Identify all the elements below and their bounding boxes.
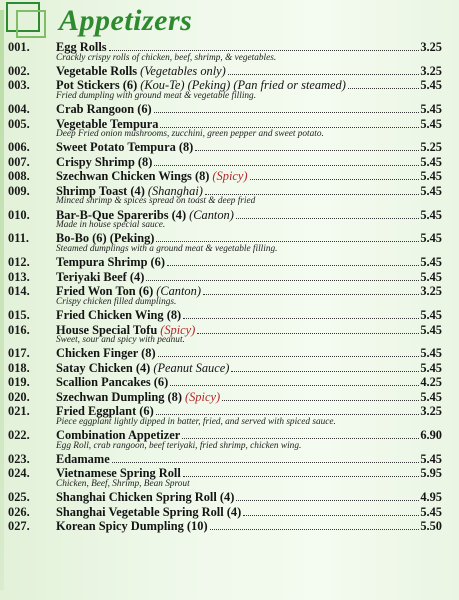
- item-price: 4.95: [420, 490, 442, 505]
- menu-item: [8, 102, 442, 117]
- dot-leader: [195, 140, 419, 151]
- item-body: [56, 346, 442, 361]
- item-name: Vegetable Rolls: [56, 63, 138, 78]
- item-price: 3.25: [420, 284, 442, 299]
- item-line: [56, 169, 442, 184]
- item-number: 004.: [8, 102, 30, 117]
- dot-leader: [197, 323, 419, 334]
- item-line: [56, 155, 442, 170]
- menu-item: [8, 346, 442, 361]
- dot-leader: [158, 346, 420, 357]
- item-name: Crab Rangoon (6): [56, 102, 152, 117]
- dot-leader: [222, 390, 419, 401]
- item-number: 020.: [8, 389, 30, 404]
- item-number: 024.: [8, 466, 30, 481]
- item-price: 5.45: [420, 183, 442, 198]
- menu-item: [8, 117, 442, 141]
- spicy-label: (Spicy): [212, 169, 248, 184]
- decorative-stripe: [0, 10, 4, 590]
- dot-leader: [228, 64, 420, 75]
- item-number: 007.: [8, 154, 30, 169]
- item-name: Fried Won Ton (6): [56, 284, 154, 299]
- dot-leader: [160, 117, 419, 128]
- spicy-label: (Spicy): [160, 322, 196, 337]
- dot-leader: [183, 466, 419, 477]
- item-line: [56, 505, 442, 520]
- item-line: [56, 361, 442, 376]
- item-price: 5.45: [420, 308, 442, 323]
- item-line: [56, 346, 442, 361]
- menu-item: [8, 466, 442, 490]
- item-number: 027.: [8, 519, 30, 534]
- item-line: [56, 375, 442, 390]
- item-name: Scallion Pancakes (6): [56, 375, 169, 390]
- item-name: Sweet Potato Tempura (8): [56, 140, 194, 155]
- item-name: Vegetable Tempura: [56, 116, 159, 131]
- item-number: 008.: [8, 169, 30, 184]
- item-price: 5.45: [420, 389, 442, 404]
- dot-leader: [236, 490, 419, 501]
- item-price: 3.25: [420, 404, 442, 419]
- dot-leader: [154, 155, 419, 166]
- menu-item: [8, 231, 442, 255]
- item-number: 026.: [8, 504, 30, 519]
- menu-list: [8, 40, 442, 534]
- item-name: Vietnamese Spring Roll: [56, 466, 181, 481]
- dot-leader: [154, 102, 420, 113]
- menu-item: [8, 323, 442, 347]
- item-number: 015.: [8, 308, 30, 323]
- item-number: 019.: [8, 375, 30, 390]
- item-description: Chicken, Beef, Shrimp, Bean Sprout: [56, 478, 190, 489]
- item-number: 021.: [8, 404, 30, 419]
- item-number: 011.: [8, 231, 29, 246]
- item-number: 014.: [8, 284, 30, 299]
- item-price: 5.45: [420, 207, 442, 222]
- item-body: [56, 169, 442, 184]
- item-name: House Special Tofu: [56, 322, 158, 337]
- item-number: 013.: [8, 269, 30, 284]
- item-body: [56, 390, 442, 405]
- item-note: (Peanut Sauce): [153, 360, 230, 375]
- dot-leader: [250, 169, 420, 180]
- menu-item: [8, 375, 442, 390]
- item-price: 5.50: [420, 519, 442, 534]
- item-number: 006.: [8, 140, 30, 155]
- item-price: 5.45: [420, 360, 442, 375]
- item-note: (Canton): [156, 284, 201, 299]
- menu-item: [8, 140, 442, 155]
- item-description: Steamed dumplings with a ground meat & vegetable filling.: [56, 243, 278, 254]
- dot-leader: [183, 308, 419, 319]
- item-description: Sweet, sour and spicy with peanut.: [56, 335, 185, 346]
- item-description: Made in house special sauce.: [56, 220, 166, 231]
- item-line: [56, 390, 442, 405]
- dot-leader: [170, 375, 419, 386]
- item-number: 001.: [8, 40, 30, 54]
- item-description: Crispy chicken filled dumplings.: [56, 296, 177, 307]
- item-body: [56, 255, 442, 270]
- item-name: Szechwan Chicken Wings (8): [56, 169, 210, 184]
- item-body: [56, 270, 442, 285]
- item-body: [56, 490, 442, 505]
- item-body: [56, 519, 442, 534]
- item-line: [56, 519, 442, 534]
- item-name: Shrimp Toast (4): [56, 183, 145, 198]
- item-name: Fried Eggplant (6): [56, 404, 154, 419]
- dot-leader: [182, 428, 419, 439]
- item-price: 5.45: [420, 322, 442, 337]
- item-number: 018.: [8, 360, 30, 375]
- item-body: [56, 140, 442, 155]
- menu-item: [8, 452, 442, 467]
- dot-leader: [236, 208, 419, 219]
- item-price: 4.25: [420, 375, 442, 390]
- item-number: 017.: [8, 346, 30, 361]
- item-name: Fried Chicken Wing (8): [56, 308, 182, 323]
- item-body: [56, 361, 442, 376]
- dot-leader: [109, 40, 420, 51]
- item-name: Bo-Bo (6) (Peking): [56, 231, 155, 246]
- item-description: Minced shrimp & spices spread on toast & deep fried: [56, 196, 256, 207]
- menu-item: [8, 64, 442, 79]
- item-body: [56, 505, 442, 520]
- item-name: Teriyaki Beef (4): [56, 269, 145, 284]
- item-body: [56, 155, 442, 170]
- item-number: 005.: [8, 116, 30, 131]
- item-price: 5.45: [420, 346, 442, 361]
- dot-leader: [210, 519, 420, 530]
- menu-item: [8, 78, 442, 102]
- item-name: Szechwan Dumpling (8): [56, 389, 182, 404]
- item-number: 010.: [8, 207, 30, 222]
- item-description: Piece eggplant lightly dipped in batter, fried, and served with spiced sauce.: [56, 416, 336, 427]
- item-name: Bar-B-Que Spareribs (4): [56, 207, 187, 222]
- item-price: 5.45: [420, 78, 442, 93]
- item-line: [56, 102, 442, 117]
- item-note: (Kou-Te) (Peking) (Pan fried or steamed): [140, 78, 346, 93]
- item-body: [56, 375, 442, 390]
- item-number: 003.: [8, 78, 30, 93]
- item-body: [56, 102, 442, 117]
- item-price: 5.45: [420, 451, 442, 466]
- dot-leader: [348, 78, 419, 89]
- item-price: 5.45: [420, 231, 442, 246]
- item-price: 6.90: [420, 428, 442, 443]
- item-name: Korean Spicy Dumpling (10): [56, 519, 208, 534]
- dot-leader: [156, 231, 419, 242]
- item-number: 012.: [8, 255, 30, 270]
- item-description: Egg Roll, crab rangoon, beef teriyaki, fried shrimp, chicken wing.: [56, 440, 302, 451]
- item-number: 002.: [8, 63, 30, 78]
- item-price: 5.45: [420, 102, 442, 117]
- item-price: 5.45: [420, 269, 442, 284]
- item-number: 023.: [8, 451, 30, 466]
- item-name: Chicken Finger (8): [56, 346, 156, 361]
- dot-leader: [203, 284, 419, 295]
- item-line: [56, 490, 442, 505]
- item-line: [56, 308, 442, 323]
- item-body: [56, 428, 442, 452]
- menu-item: [8, 40, 442, 64]
- item-body: [56, 184, 442, 208]
- item-price: 5.25: [420, 140, 442, 155]
- item-name: Shanghai Vegetable Spring Roll (4): [56, 504, 242, 519]
- item-name: Egg Rolls: [56, 40, 107, 54]
- dot-leader: [231, 361, 419, 372]
- item-body: [56, 231, 442, 255]
- item-price: 5.45: [420, 504, 442, 519]
- item-number: 009.: [8, 183, 30, 198]
- item-note: (Vegetables only): [140, 63, 226, 78]
- menu-item: [8, 519, 442, 534]
- dot-leader: [205, 184, 419, 195]
- item-line: [56, 140, 442, 155]
- item-description: Deep Fried onion mushrooms, zucchini, green pepper and sweet potato.: [56, 129, 324, 140]
- decorative-square-inner: [16, 10, 46, 38]
- item-price: 5.45: [420, 116, 442, 131]
- menu-item: [8, 428, 442, 452]
- section-title: Appetizers: [59, 4, 193, 37]
- item-name: Combination Appetizer: [56, 428, 181, 443]
- menu-item: [8, 361, 442, 376]
- item-note: (Shanghai): [147, 183, 203, 198]
- item-body: [56, 452, 442, 467]
- item-line: [56, 270, 442, 285]
- item-body: [56, 308, 442, 323]
- item-price: 5.45: [420, 169, 442, 184]
- item-note: (Canton): [189, 207, 234, 222]
- item-body: [56, 404, 442, 428]
- dot-leader: [146, 270, 419, 281]
- item-name: Shanghai Chicken Spring Roll (4): [56, 490, 235, 505]
- menu-item: [8, 270, 442, 285]
- menu-item: [8, 390, 442, 405]
- item-body: [56, 64, 442, 79]
- dot-leader: [156, 404, 420, 415]
- menu-item: [8, 505, 442, 520]
- menu-item: [8, 184, 442, 208]
- item-name: Crispy Shrimp (8): [56, 154, 153, 169]
- menu-item: [8, 255, 442, 270]
- item-body: [56, 466, 442, 490]
- spicy-label: (Spicy): [184, 389, 221, 404]
- menu-item: [8, 308, 442, 323]
- dot-leader: [167, 255, 419, 266]
- item-line: [56, 64, 442, 79]
- item-name: Pot Stickers (6): [56, 78, 138, 93]
- item-line: [56, 452, 442, 467]
- item-body: [56, 208, 442, 232]
- item-body: [56, 40, 442, 64]
- item-price: 3.25: [420, 63, 442, 78]
- item-number: 016.: [8, 322, 30, 337]
- menu-item: [8, 155, 442, 170]
- dot-leader: [243, 505, 419, 516]
- item-description: Crackly crispy rolls of chicken, beef, shrimp, & vegetables.: [56, 52, 277, 63]
- item-number: 025.: [8, 490, 30, 505]
- menu-item: [8, 208, 442, 232]
- menu-item: [8, 284, 442, 308]
- item-body: [56, 284, 442, 308]
- menu-item: [8, 404, 442, 428]
- item-price: 5.45: [420, 154, 442, 169]
- item-body: [56, 78, 442, 102]
- item-body: [56, 117, 442, 141]
- menu-item: [8, 169, 442, 184]
- item-name: Tempura Shrimp (6): [56, 255, 166, 270]
- menu-item: [8, 490, 442, 505]
- dot-leader: [112, 452, 420, 463]
- item-price: 5.95: [420, 466, 442, 481]
- item-number: 022.: [8, 428, 30, 443]
- item-description: Fried dumpling with ground meat & vegetable filling.: [56, 90, 257, 101]
- item-name: Edamame: [56, 451, 110, 466]
- item-name: Satay Chicken (4): [56, 360, 151, 375]
- item-body: [56, 323, 442, 347]
- item-line: [56, 255, 442, 270]
- item-price: 3.25: [420, 40, 442, 54]
- item-price: 5.45: [420, 255, 442, 270]
